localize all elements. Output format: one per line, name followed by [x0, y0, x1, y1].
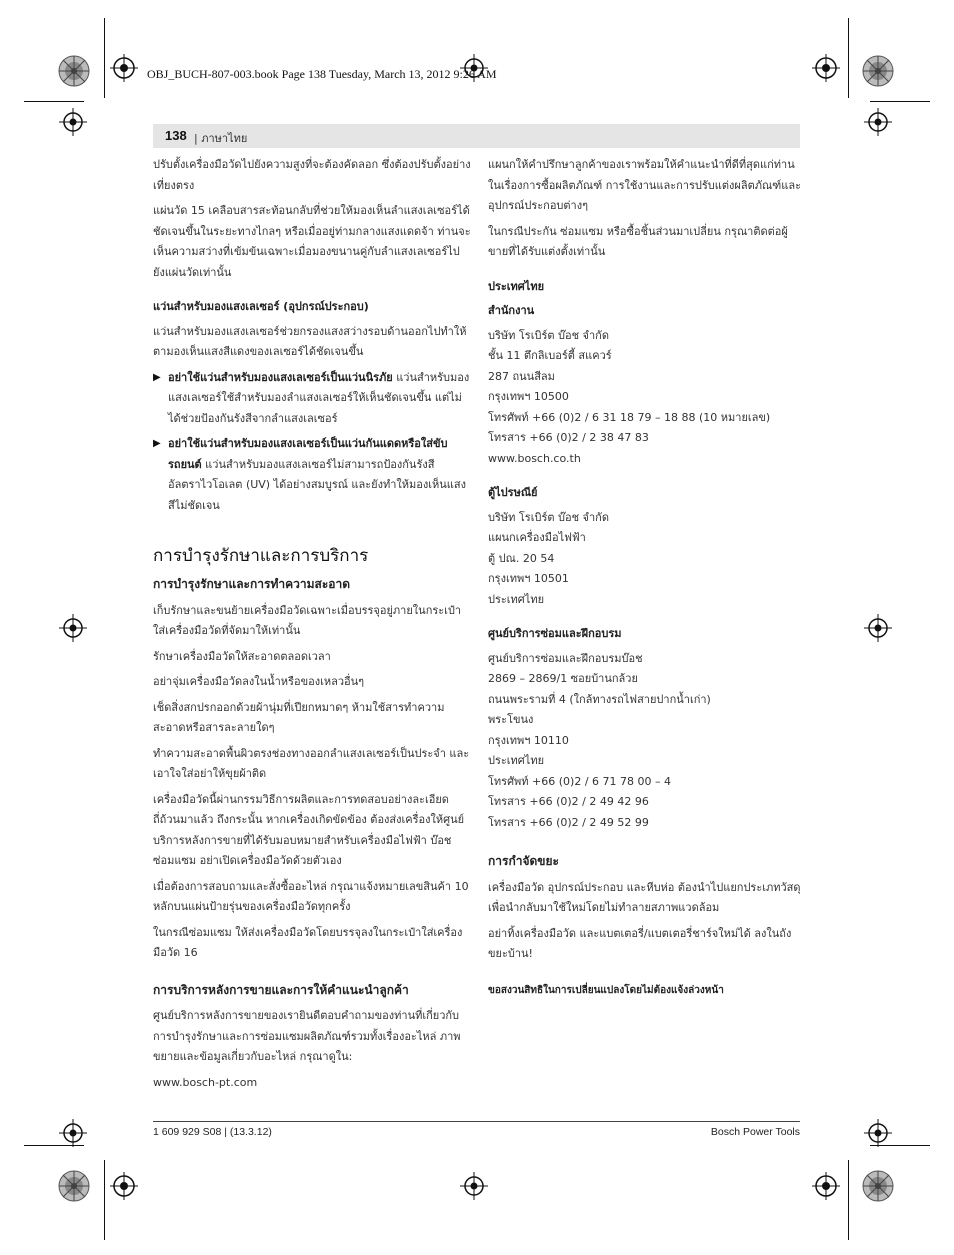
address-line: บริษัท โรเบิร์ต บ๊อช จำกัด	[488, 510, 609, 524]
triangle-bullet-icon: ▶	[153, 371, 161, 383]
address-line: โทรสาร +66 (0)2 / 2 49 52 99	[488, 815, 649, 829]
paragraph: ทำความสะอาดพื้นผิวตรงช่องทางออกลำแสงเลเซอร์เป็นประจำ และเอาใจใส่อย่าให้ขุยผ้าติด	[153, 746, 470, 780]
address-line: 287 ถนนสีลม	[488, 369, 555, 383]
starburst-target-icon	[862, 55, 894, 91]
address-line: กรุงเทพฯ 10110	[488, 733, 569, 747]
page-number: 138	[165, 128, 187, 143]
paragraph: เช็ดสิ่งสกปรกออกด้วยผ้านุ่มที่เปียกหมาดๆ ห้ามใช้สารทำความสะอาดหรือสารละลายใดๆ	[153, 700, 445, 734]
address-line: บริษัท โรเบิร์ต บ๊อช จำกัด	[488, 328, 609, 342]
footer-rule	[153, 1121, 800, 1122]
paragraph: ศูนย์บริการหลังการขายของเรายินดีตอบคำถามของท่านที่เกี่ยวกับการบำรุงรักษาและการซ่อมแซมผลิตภัณฑ์รวมทั้งเรื่องอะไหล่ ภาพขยายและข้อมูลเกี่ยวกับอะไหล่ กรุณาดูใน:	[153, 1009, 461, 1063]
registration-mark-icon	[864, 614, 892, 642]
address-line: โทรสาร +66 (0)2 / 2 49 42 96	[488, 795, 649, 808]
warning-bold: อย่าใช้แว่นสำหรับมองแสงเลเซอร์เป็นแว่นกันแดดหรือใส่ขับรถยนต์	[168, 437, 448, 471]
registration-mark-icon	[110, 1172, 138, 1200]
paragraph: เก็บรักษาและขนย้ายเครื่องมือวัดเฉพาะเมื่อบรรจุอยู่ภายในกระเป๋าใส่เครื่องมือวัดที่จัดมาให้เท่านั้น	[153, 603, 462, 637]
triangle-bullet-icon: ▶	[153, 438, 161, 449]
right-column	[488, 155, 806, 1005]
address-line: โทรศัพท์ +66 (0)2 / 6 71 78 00 – 4	[488, 774, 672, 788]
page-header-band	[153, 124, 800, 148]
registration-mark-icon	[460, 1172, 488, 1200]
pobox-address	[488, 508, 806, 611]
section-heading: แว่นสำหรับมองแสงเลเซอร์ (อุปกรณ์ประกอบ)	[153, 300, 369, 313]
print-header: OBJ_BUCH-807-003.book Page 138 Tuesday, March 13, 2012 9:26 AM	[147, 67, 497, 81]
reserve-note: ขอสงวนสิทธิในการเปลี่ยนแปลงโดยไม่ต้องแจ้งล่วงหน้า	[488, 984, 724, 996]
section-heading: การกำจัดขยะ	[488, 854, 559, 868]
chapter-heading: การบำรุงรักษาและการบริการ	[153, 546, 369, 566]
paragraph: แผนกให้คำปรึกษาลูกค้าของเราพร้อมให้คำแนะนำที่ดีที่สุดแก่ท่านในเรื่องการซื้อผลิตภัณฑ์ การใช้งานและการปรับแต่งผลิตภัณฑ์และอุปกรณ์ประกอบต่างๆ	[488, 158, 802, 212]
warning-bold: อย่าใช้แว่นสำหรับมองแสงเลเซอร์เป็นแว่นนิรภัย	[168, 370, 393, 384]
starburst-target-icon	[862, 1170, 894, 1206]
country-heading: ประเทศไทย	[488, 279, 545, 293]
section-heading: ศูนย์บริการซ่อมและฝึกอบรม	[488, 627, 622, 640]
paragraph: อย่าจุ่มเครื่องมือวัดลงในน้ำหรือของเหลวอื่นๆ	[153, 675, 365, 688]
section-heading: การบริการหลังการขายและการให้คำแนะนำลูกค้า	[153, 982, 409, 997]
paragraph: แว่นสำหรับมองแสงเลเซอร์ช่วยกรองแสงสว่างรอบด้านออกไปทำให้ตามองเห็นแสงสีแดงของเลเซอร์ได้ชัดเจนขึ้น	[153, 324, 467, 358]
website-link[interactable]: www.bosch-pt.com	[153, 1075, 258, 1089]
address-line: ตู้ ปณ. 20 54	[488, 551, 555, 565]
starburst-target-icon	[58, 1170, 90, 1206]
paragraph: เมื่อต้องการสอบถามและสั่งซื้ออะไหล่ กรุณาแจ้งหมายเลขสินค้า 10 หลักบนแผ่นป้ายรุ่นของเครื่องมือวัดทุกครั้ง	[153, 879, 469, 913]
service-center-address	[488, 649, 806, 834]
website-link[interactable]: www.bosch.co.th	[488, 451, 581, 465]
warning-text: แว่นสำหรับมองแสงเลเซอร์ใช้สำหรับมองลำแสงเลเซอร์ให้เห็นชัดเจนขึ้น แต่ไม่ได้ช่วยป้องกันรังสีจากลำแสงเลเซอร์	[168, 370, 470, 425]
section-heading: การบำรุงรักษาและการทำความสะอาด	[153, 577, 351, 591]
section-heading: สำนักงาน	[488, 304, 535, 317]
page-language: | ภาษาไทย	[194, 132, 248, 145]
registration-mark-icon	[864, 1119, 892, 1147]
address-line: กรุงเทพฯ 10501	[488, 572, 569, 585]
address-line: ชั้น 11 ตึกลิเบอร์ตี้ สแควร์	[488, 349, 612, 362]
address-line: พระโขนง	[488, 713, 534, 726]
footer-brand: Bosch Power Tools	[710, 1126, 800, 1138]
left-column	[153, 155, 471, 1098]
warning-item	[153, 368, 471, 430]
address-line: โทรศัพท์ +66 (0)2 / 6 31 18 79 – 18 88 (10 หมายเลข)	[488, 410, 771, 424]
warning-text: แว่นสำหรับมองแสงเลเซอร์ไม่สามารถป้องกันรังสีอัลตราไวโอเลต (UV) ได้อย่างสมบูรณ์ และยังทำให้มองเห็นแสงสีไม่ชัดเจน	[168, 457, 466, 512]
registration-mark-icon	[864, 108, 892, 136]
address-line: ประเทศไทย	[488, 754, 545, 767]
registration-mark-icon	[59, 1119, 87, 1147]
starburst-target-icon	[58, 55, 90, 91]
registration-mark-icon	[812, 54, 840, 82]
registration-mark-icon	[59, 108, 87, 136]
paragraph: ในกรณีซ่อมแซม ให้ส่งเครื่องมือวัดโดยบรรจุลงในกระเป๋าใส่เครื่องมือวัด 16	[153, 925, 463, 959]
section-heading: ตู้ไปรษณีย์	[488, 486, 538, 499]
office-address	[488, 326, 806, 470]
registration-mark-icon	[812, 1172, 840, 1200]
paragraph: รักษาเครื่องมือวัดให้สะอาดตลอดเวลา	[153, 649, 331, 663]
paragraph: ปรับตั้งเครื่องมือวัดไปยังความสูงที่จะต้องคัดลอก ซึ่งต้องปรับตั้งอย่างเที่ยงตรง	[153, 158, 471, 192]
paragraph: เครื่องมือวัด อุปกรณ์ประกอบ และหีบห่อ ต้องนำไปแยกประเภทวัสดุเพื่อนำกลับมาใช้ใหม่โดยไม่ทำลายสภาพแวดล้อม	[488, 880, 801, 914]
address-line: ถนนพระรามที่ 4 (ใกล้ทางรถไฟสายปากน้ำเก่า)	[488, 692, 711, 706]
address-line: โทรสาร +66 (0)2 / 2 38 47 83	[488, 431, 649, 444]
registration-mark-icon	[110, 54, 138, 82]
footer-doc-number: 1 609 929 S08 | (13.3.12)	[153, 1126, 272, 1138]
registration-mark-icon	[59, 614, 87, 642]
address-line: ประเทศไทย	[488, 592, 545, 606]
warning-item	[153, 434, 471, 516]
paragraph: อย่าทิ้งเครื่องมือวัด และแบตเตอรี่/แบตเตอรี่ชาร์จใหม่ได้ ลงในถังขยะบ้าน!	[488, 926, 792, 960]
paragraph: แผ่นวัด 15 เคลือบสารสะท้อนกลับที่ช่วยให้มองเห็นลำแสงเลเซอร์ได้ชัดเจนขึ้นในระยะทางไกลๆ หรือเมื่ออยู่ท่ามกลางแสงแดดจ้า ท่านจะเห็นความสว่างที่เข้มข้นเฉพาะเมื่อมองขนานคู่กับลำแสงเลเซอร์ไปยังแผ่นวัดเท่านั้น	[153, 204, 471, 279]
address-line: ศูนย์บริการซ่อมและฝึกอบรมบ๊อช	[488, 651, 643, 665]
paragraph: เครื่องมือวัดนี้ผ่านกรรมวิธีการผลิตและการทดสอบอย่างละเอียดถี่ถ้วนมาแล้ว ถึงกระนั้น หากเครื่องเกิดขัดข้อง ต้องส่งเครื่องให้ศูนย์บริการหลังการขายที่ได้รับมอบหมายสำหรับเครื่องมือไฟฟ้า บ๊อช ซ่อมแซม อย่าเปิดเครื่องมือวัดด้วยตัวเอง	[153, 792, 465, 867]
paragraph: ในกรณีประกัน ซ่อมแซม หรือซื้อชิ้นส่วนมาเปลี่ยน กรุณาติดต่อผู้ขายที่ได้รับแต่งตั้งเท่านั้น	[488, 224, 788, 258]
address-line: แผนกเครื่องมือไฟฟ้า	[488, 531, 586, 544]
address-line: 2869 – 2869/1 ซอยบ้านกล้วย	[488, 672, 638, 685]
address-line: กรุงเทพฯ 10500	[488, 390, 569, 403]
